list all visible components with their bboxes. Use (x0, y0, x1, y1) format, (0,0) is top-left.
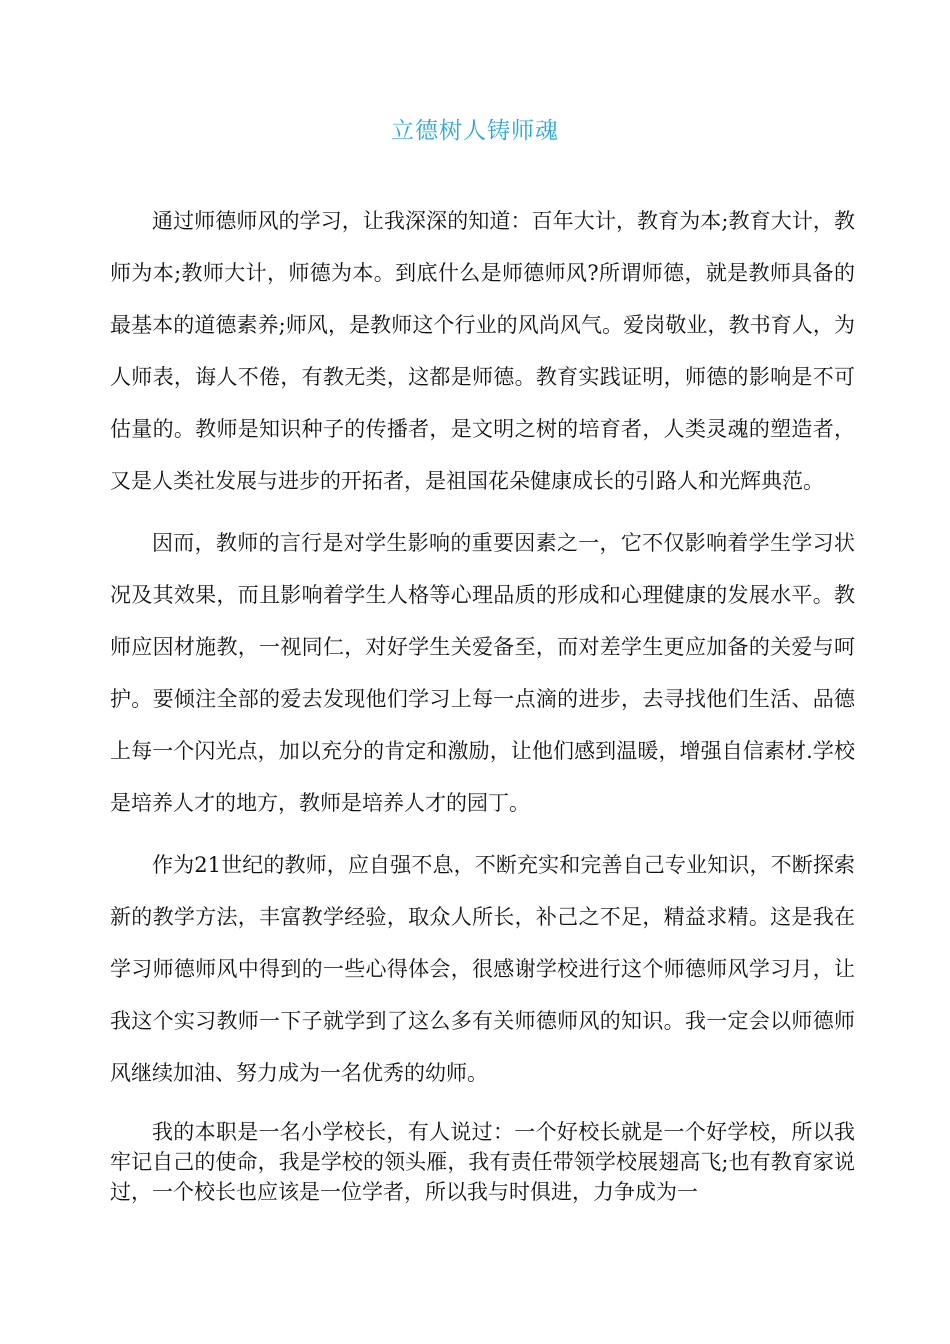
paragraph-1: 通过师德师风的学习，让我深深的知道：百年大计，教育为本;教育大计，教师为本;教师大计，师德为本。到底什么是师德师风?所谓师德，就是教师具备的最基本的道德素养;师风，是教师这个行业的风尚风气。爱岗敬业，教书育人，为人师表，诲人不倦，有教无类，这都是师德。教育实践证明，师德的影响是不可估量的。教师是知识种子的传播者，是文明之树的培育者，人类灵魂的塑造者，又是人类社发展与进步的开拓者，是祖国花朵健康成长的引路人和光辉典范。 (110, 209, 855, 493)
document-body (110, 195, 855, 1207)
page-title: 立德树人铸师魂 (391, 118, 559, 144)
paragraph-4: 我的本职是一名小学校长，有人说过：一个好校长就是一个好学校，所以我牢记自己的使命，我是学校的领头雁，我有责任带领学校展翅高飞;也有教育家说过，一个校长也应该是一位学者，所以我与时俱进，力争成为一 (110, 1120, 855, 1204)
paragraph-3: 作为21世纪的教师，应自强不息，不断充实和完善自己专业知识，不断探索新的教学方法，丰富教学经验，取众人所长，补己之不足，精益求精。这是我在学习师德师风中得到的一些心得体会，很感谢学校进行这个师德师风学习月，让我这个实习教师一下子就学到了这么多有关师德师风的知识。我一定会以师德师风继续加油、努力成为一名优秀的幼师。 (110, 853, 855, 1085)
paragraph-2: 因而，教师的言行是对学生影响的重要因素之一，它不仅影响着学生学习状况及其效果，而且影响着学生人格等心理品质的形成和心理健康的发展水平。教师应因材施教，一视同仁，对好学生关爱备至，而对差学生更应加备的关爱与呵护。要倾注全部的爱去发现他们学习上每一点滴的进步，去寻找他们生活、品德上每一个闪光点，加以充分的肯定和激励，让他们感到温暖，增强自信素材.学校是培养人才的地方，教师是培养人才的园丁。 (110, 531, 855, 815)
